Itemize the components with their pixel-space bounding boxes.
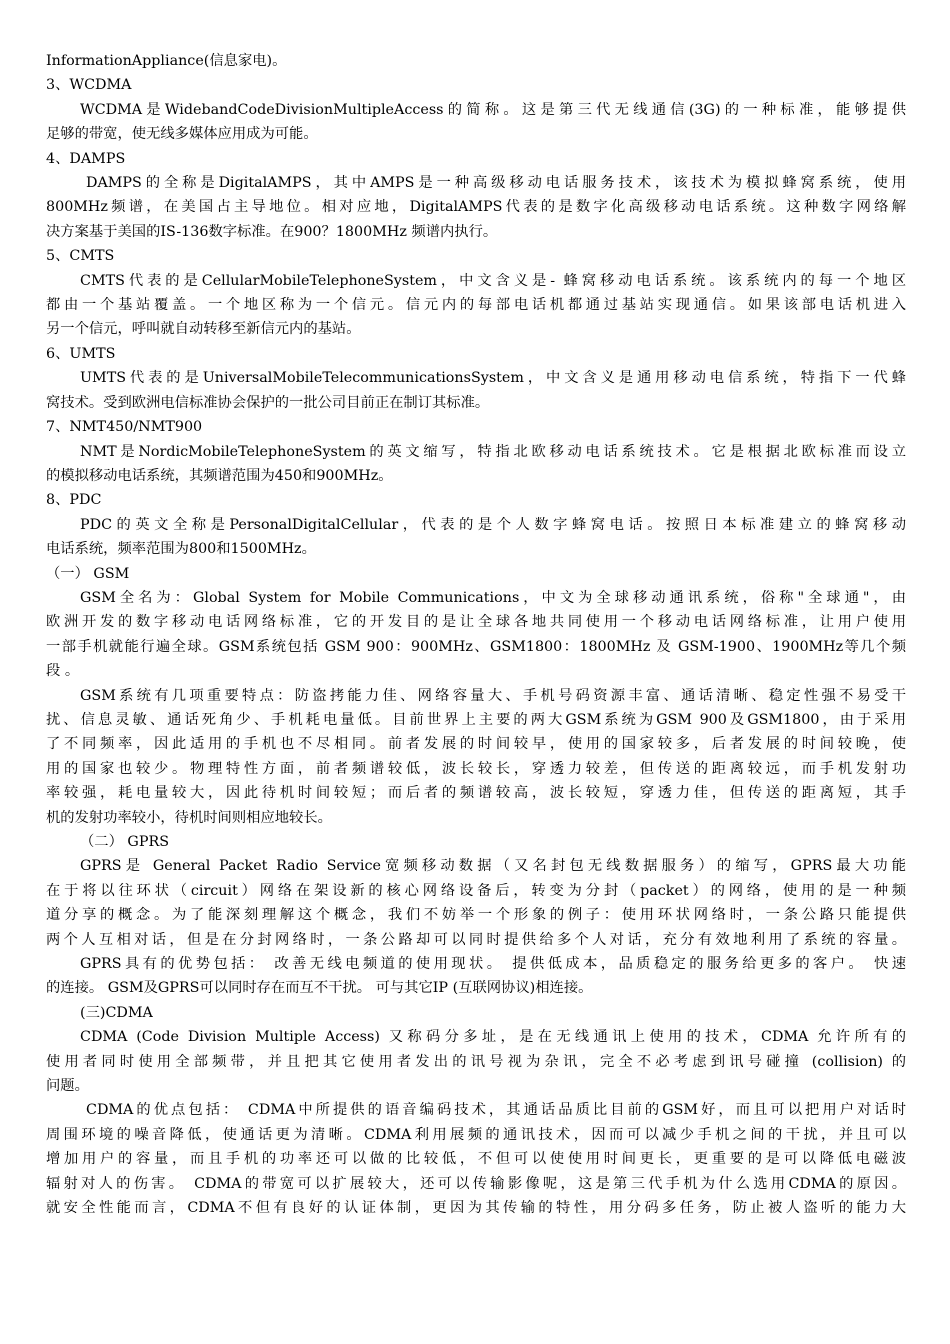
paragraph-line: 扰、信息灵敏、通话死角少、手机耗电量低。目前世界上主要的两大GSM系统为GSM 900及GSM1800，由于采用 bbox=[46, 711, 906, 728]
paragraph-line: 周围环境的噪音降低，使通话更为清晰。CDMA利用展频的通讯技术，因而可以减少手机之间的干扰，并且可以 bbox=[46, 1126, 906, 1143]
paragraph-line: 段 。 bbox=[46, 663, 80, 680]
paragraph-line: 就安全性能而言，CDMA不但有良好的认证体制，更因为其传输的特性，用分码多任务，防止被人盗听的能力大 bbox=[46, 1200, 906, 1217]
paragraph-line: 两个人互相对话，但是在分封网络时，一条公路却可以同时提供给多个人对话，充分有效地利用了系统的容量。 bbox=[46, 931, 906, 948]
paragraph-line: PDC的英文全称是PersonalDigitalCellular，代表的是个人数字蜂窝电话。按照日本标准建立的蜂窝移动 bbox=[80, 516, 906, 533]
paragraph-line: 电话系统，频率范围为800和1500MHz。 bbox=[46, 541, 316, 558]
paragraph-line: 辐射对人的伤害。 CDMA的带宽可以扩展较大，还可以传输影像呢，这是第三代手机为什么选用CDMA的原因。 bbox=[46, 1175, 906, 1192]
paragraph-line: NMT是NordicMobileTelephoneSystem的英文缩写，特指北欧移动电话系统技术。它是根据北欧标准而设立 bbox=[80, 443, 906, 460]
paragraph-line: 足够的带宽，使无线多媒体应用成为可能。 bbox=[46, 126, 318, 143]
paragraph-line: 窝技术。受到欧洲电信标准协会保护的一批公司目前正在制订其标准。 bbox=[46, 394, 490, 411]
paragraph-line: 增加用户的容量，而且手机的功率还可以做的比较低，不但可以使使用时间更长，更重要的是可以降低电磁波 bbox=[46, 1151, 906, 1168]
section-heading: 8、PDC bbox=[46, 492, 102, 509]
section-heading: (三)CDMA bbox=[80, 1004, 153, 1021]
paragraph-line: 用的国家也较少。物理特性方面，前者频谱较低，波长较长，穿透力较差，但传送的距离较远，而手机发射功 bbox=[46, 760, 906, 777]
paragraph-line: 的连接。 GSM及GPRS可以同时存在而互不干扰。 可与其它IP (互联网协议)相连接。 bbox=[46, 980, 593, 997]
paragraph-line: 的模拟移动电话系统，其频谱范围为450和900MHz。 bbox=[46, 467, 393, 484]
paragraph-line: CMTS代表的是CellularMobileTelephoneSystem，中文含义是- 蜂窝移动电话系统。该系统内的每一个地区 bbox=[80, 272, 906, 289]
paragraph-line: 决方案基于美国的IS-136数字标准。在900？1800MHz 频谱内执行。 bbox=[46, 223, 498, 240]
paragraph-line: 都由一个基站覆盖。一个地区称为一个信元。信元内的每部电话机都通过基站实现通信。如果该部电话机进入 bbox=[46, 297, 906, 314]
section-heading: InformationAppliance(信息家电)。 bbox=[46, 53, 287, 69]
paragraph-line: 欧洲开发的数字移动电话网络标准，它的开发目的是让全球各地共同使用一个移动电话网络标准，让用户使用 bbox=[46, 614, 906, 631]
paragraph-line: DAMPS的全称是DigitalAMPS，其中AMPS是一种高级移动电话服务技术，该技术为模拟蜂窝系统，使用 bbox=[86, 175, 906, 192]
paragraph-line: 率较强，耗电量较大，因此待机时间较短；而后者的频谱较高，波长较短，穿透力佳，但传送的距离短，其手 bbox=[46, 785, 906, 802]
paragraph-line: 另一个信元，呼叫就自动转移至新信元内的基站。 bbox=[46, 321, 361, 338]
section-heading: 7、NMT450/NMT900 bbox=[46, 419, 203, 436]
paragraph-line: 一部手机就能行遍全球。GSM系统包括 GSM 900：900MHz、GSM1800：1800MHz 及 GSM-1900、1900MHz等几个频 bbox=[46, 638, 906, 655]
paragraph-line: 机的发射功率较小，待机时间则相应地较长。 bbox=[46, 809, 332, 826]
paragraph-line: 道分享的概念。为了能深刻理解这个概念，我们不妨举一个形象的例子：使用环状网络时，一条公路只能提供 bbox=[46, 907, 906, 924]
paragraph-line: CDMA的优点包括： CDMA中所提供的语音编码技术，其通话品质比目前的GSM好，而且可以把用户对话时 bbox=[86, 1102, 906, 1119]
paragraph-line: 问题。 bbox=[46, 1078, 89, 1095]
paragraph-line: GPRS具有的优势包括： 改善无线电频道的使用现状。 提供低成本，品质稳定的服务给更多的客户。 快速 bbox=[80, 956, 906, 973]
paragraph-line: 了不同频率，因此适用的手机也不尽相同。前者发展的时间较早，使用的国家较多，后者发展的时间较晚，使 bbox=[46, 736, 906, 753]
section-heading: （一） GSM bbox=[46, 565, 130, 582]
paragraph-line: 在于将以往环状（circuit）网络在架设新的核心网络设备后，转变为分封（packet）的网络，使用的是一种频 bbox=[46, 882, 906, 899]
paragraph-line: 800MHz频谱，在美国占主导地位。相对应地，DigitalAMPS代表的是数字化高级移动电话系统。这种数字网络解 bbox=[46, 199, 906, 216]
paragraph-line: GSM全名为：Global System for Mobile Communications，中文为全球移动通讯系统，俗称"全球通"，由 bbox=[80, 589, 906, 606]
paragraph-line: WCDMA是WidebandCodeDivisionMultipleAccess的简称。这是第三代无线通信(3G)的一种标准，能够提供 bbox=[80, 101, 906, 118]
section-heading: 5、CMTS bbox=[46, 248, 115, 265]
section-heading: 4、DAMPS bbox=[46, 150, 126, 167]
paragraph-line: 使用者同时使用全部频带，并且把其它使用者发出的讯号视为杂讯，完全不必考虑到讯号碰撞 (collision) 的 bbox=[46, 1053, 906, 1070]
paragraph-line: UMTS代表的是UniversalMobileTelecommunicationsSystem，中文含义是通用移动电信系统，特指下一代蜂 bbox=[80, 370, 906, 387]
document-page bbox=[46, 49, 906, 1221]
paragraph-line: CDMA (Code Division Multiple Access) 又称码分多址，是在无线通讯上使用的技术，CDMA 允许所有的 bbox=[80, 1029, 906, 1046]
paragraph-line: GSM系统有几项重要特点：防盗拷能力佳、网络容量大、手机号码资源丰富、通话清晰、稳定性强不易受干 bbox=[80, 687, 906, 704]
section-heading: 6、UMTS bbox=[46, 345, 116, 362]
section-heading: 3、WCDMA bbox=[46, 77, 132, 94]
paragraph-line: GPRS是 General Packet Radio Service宽频移动数据（又名封包无线数据服务）的缩写，GPRS最大功能 bbox=[80, 858, 906, 875]
section-heading: （二） GPRS bbox=[80, 834, 170, 850]
